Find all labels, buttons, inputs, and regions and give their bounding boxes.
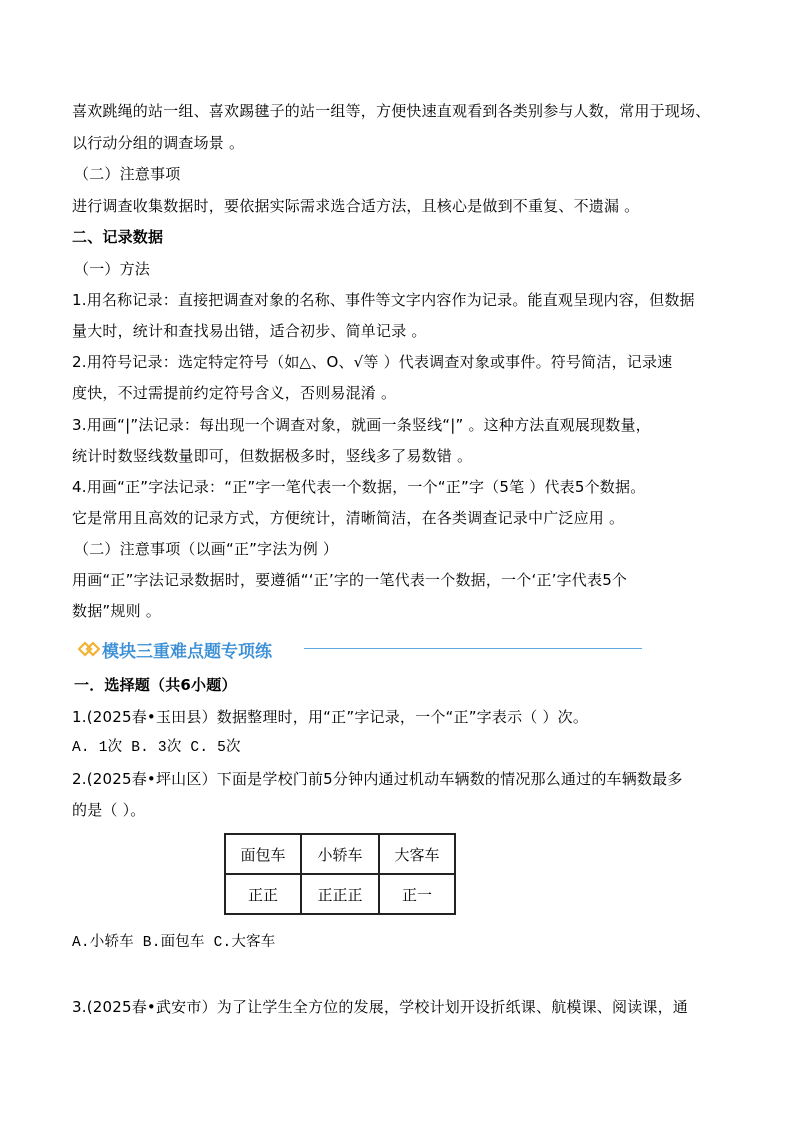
subheading: （二）注意事项（以画“正”字法为例 ） [74, 540, 339, 558]
table-header-cell: 大客车 [379, 834, 455, 874]
question-2-stem-cont: 的是（ ）。 [72, 801, 146, 819]
paragraph-line: 统计时数竖线数量即可，但数据极多时，竖线多了易数错 。 [72, 447, 473, 465]
section-heading: 二、记录数据 [72, 228, 164, 246]
question-2-options: A.小轿车 B.面包车 C.大客车 [72, 935, 276, 951]
table-cell: 正正 [225, 874, 301, 914]
paragraph-line: 进行调查收集数据时，要依据实际需求选合适方法，且核心是做到不重复、不遗漏 。 [72, 197, 640, 215]
module-title: 模块三重难点题专项练 [102, 642, 272, 662]
section-title: 一．选择题（共6小题） [74, 676, 237, 694]
subheading: （二）注意事项 [74, 165, 181, 183]
vehicle-count-table [224, 833, 456, 915]
paragraph-line: 数据”规则 。 [72, 602, 161, 620]
subheading: （一）方法 [74, 260, 151, 278]
table-row [225, 874, 455, 914]
table-cell: 正正正 [301, 874, 379, 914]
module-header [74, 636, 574, 662]
paragraph-line: 以行动分组的调查场景 。 [72, 134, 245, 152]
table-cell: 正一 [379, 874, 455, 914]
question-1-stem: 1.(2025春•玉田县）数据整理时，用“正”字记录，一个“正”字表示（ ）次。 [72, 708, 589, 726]
paragraph-line: 4.用画“正”字法记录：“正”字一笔代表一个数据，一个“正”字（5笔 ）代表5个数据。 [72, 478, 646, 496]
table-header-row [225, 834, 455, 874]
table-header-cell: 小轿车 [301, 834, 379, 874]
paragraph-line: 度快，不过需提前约定符号含义，否则易混淆 。 [72, 384, 397, 402]
paragraph-line: 用画“正”字法记录数据时，要遵循“‘正’字的一笔代表一个数据，一个‘正’字代表5个 [72, 571, 628, 589]
question-2-stem: 2.(2025春•坪山区）下面是学校门前5分钟内通过机动车辆数的情况那么通过的车辆数最多 [72, 770, 683, 788]
question-1-options: A. 1次 B. 3次 C. 5次 [72, 740, 241, 756]
paragraph-line: 3.用画“|”法记录：每出现一个调查对象，就画一条竖线“|” 。这种方法直观展现数量， [72, 416, 651, 434]
paragraph-line: 1.用名称记录：直接把调查对象的名称、事件等文字内容作为记录。能直观呈现内容，但数据 [72, 291, 695, 309]
module-divider [304, 648, 642, 649]
paragraph-line: 喜欢跳绳的站一组、喜欢踢毽子的站一组等，方便快速直观看到各类别参与人数，常用于现场、 [72, 102, 711, 120]
question-3-stem: 3.(2025春•武安市）为了让学生全方位的发展，学校计划开设折纸课、航模课、阅读课，通 [72, 998, 688, 1016]
paragraph-line: 2.用符号记录：选定特定符号（如△、O、√等 ）代表调查对象或事件。符号简洁，记录速 [72, 353, 673, 371]
table-header-cell: 面包车 [225, 834, 301, 874]
double-diamond-icon [78, 641, 100, 657]
paragraph-line: 它是常用且高效的记录方式，方便统计，清晰简洁，在各类调查记录中广泛应用 。 [72, 509, 625, 527]
paragraph-line: 量大时，统计和查找易出错，适合初步、简单记录 。 [72, 322, 427, 340]
